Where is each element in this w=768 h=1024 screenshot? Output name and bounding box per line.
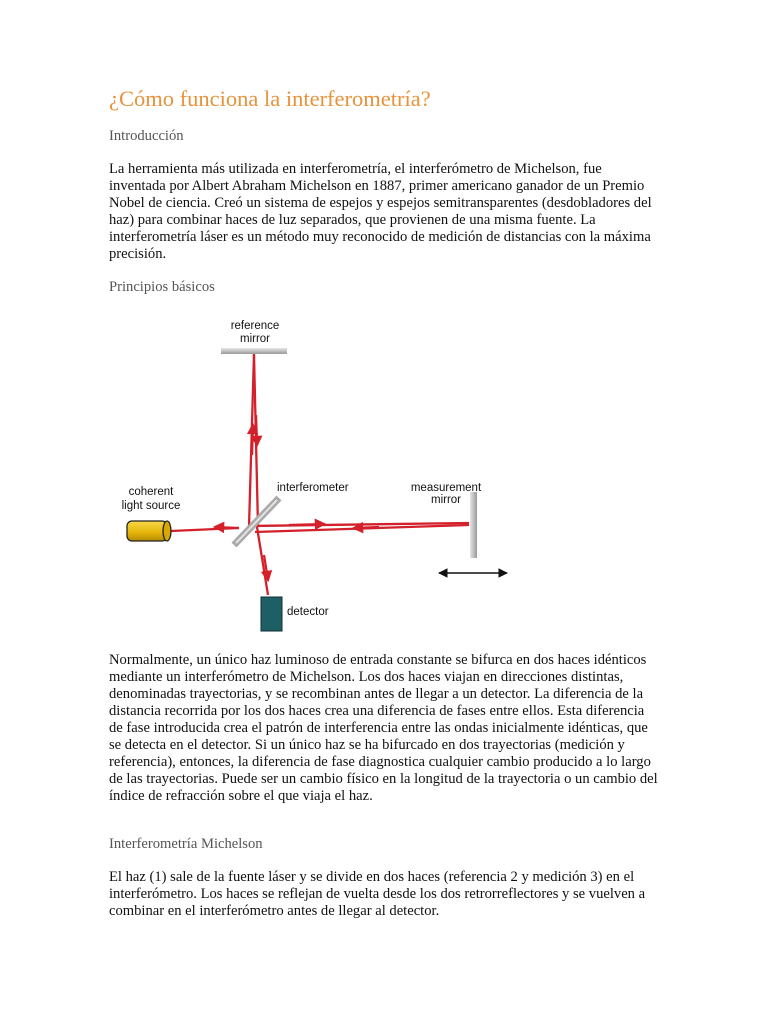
input-beam-arrow [215, 527, 239, 528]
detector-label: detector [287, 606, 329, 618]
reference-mirror [221, 348, 287, 354]
paragraph-principios-basicos: Normalmente, un único haz luminoso de entrada constante se bifurca en dos haces idénticos mediante un interferómetro de Michelson. Los dos haces viajan en direcciones distintas, denominadas trayectorias, y se recombinan antes de llegar a un detector. La diferencia de la distancia recorrida por los dos haces crea una diferencia de fases entre ellos. Esta diferencia de fase introducida crea el patrón de interferencia entre las ondas inicialmente idénticas, que se detecta en el detector. Si un único haz se ha bifurcado en dos trayectorias (medición y referencia), entonces, la diferencia de fase diagnostica cualquier cambio producido a lo largo de las trayectorias. Puede ser un cambio físico en la longitud de la trayectoria o un cambio del índice de refracción sobre el que viaja el haz. [109, 652, 658, 804]
reference-mirror-label-line1: reference [230, 320, 280, 332]
measurement-mirror [470, 492, 477, 558]
detector [261, 597, 282, 631]
heading-principios-basicos: Principios básicos [109, 279, 215, 295]
measurement-beam-arrow-out [289, 524, 324, 525]
interferometer-label: interferometer [277, 482, 349, 494]
paragraph-interferometria-michelson: El haz (1) sale de la fuente láser y se divide en dos haces (referencia 2 y medición 3) en el interferómetro. Los haces se reflejan de vuelta desde los dos retrorreflectores y se vuelven a combinar en el interferómetro antes de llegar al detector. [109, 869, 646, 919]
reference-beam-arrow-down [256, 415, 257, 445]
detector-beam [257, 527, 268, 595]
reference-mirror-label-line2: mirror [239, 333, 271, 345]
reference-beam-arrow-up [252, 425, 253, 455]
heading-interferometria-michelson: Interferometría Michelson [109, 836, 263, 852]
michelson-diagram [109, 305, 529, 645]
laser-beams [171, 354, 469, 595]
measurement-mirror-label-line2: mirror [430, 494, 462, 506]
measurement-mirror-label-line1: measurement [410, 482, 482, 494]
measurement-beam-arrow-back [354, 527, 379, 528]
source-label-line1: coherent [128, 486, 174, 498]
michelson-diagram-svg [109, 305, 529, 645]
heading-introduccion: Introducción [109, 128, 184, 144]
page-title: ¿Cómo funciona la interferometría? [109, 86, 431, 111]
paragraph-introduccion: La herramienta más utilizada en interferometría, el interferómetro de Michelson, fue inventada por Albert Abraham Michelson en 1887, primer americano ganador de un Premio Nobel de ciencia. Creó un sistema de espejos y espejos semitransparentes (desdobladores del haz) para combinar haces de luz separados, que provienen de una misma fuente. La interferometría láser es un método muy reconocido de medición de distancias con la máxima precisión. [109, 161, 652, 262]
source-label-line2: light source [121, 500, 181, 512]
coherent-light-source [127, 521, 171, 541]
